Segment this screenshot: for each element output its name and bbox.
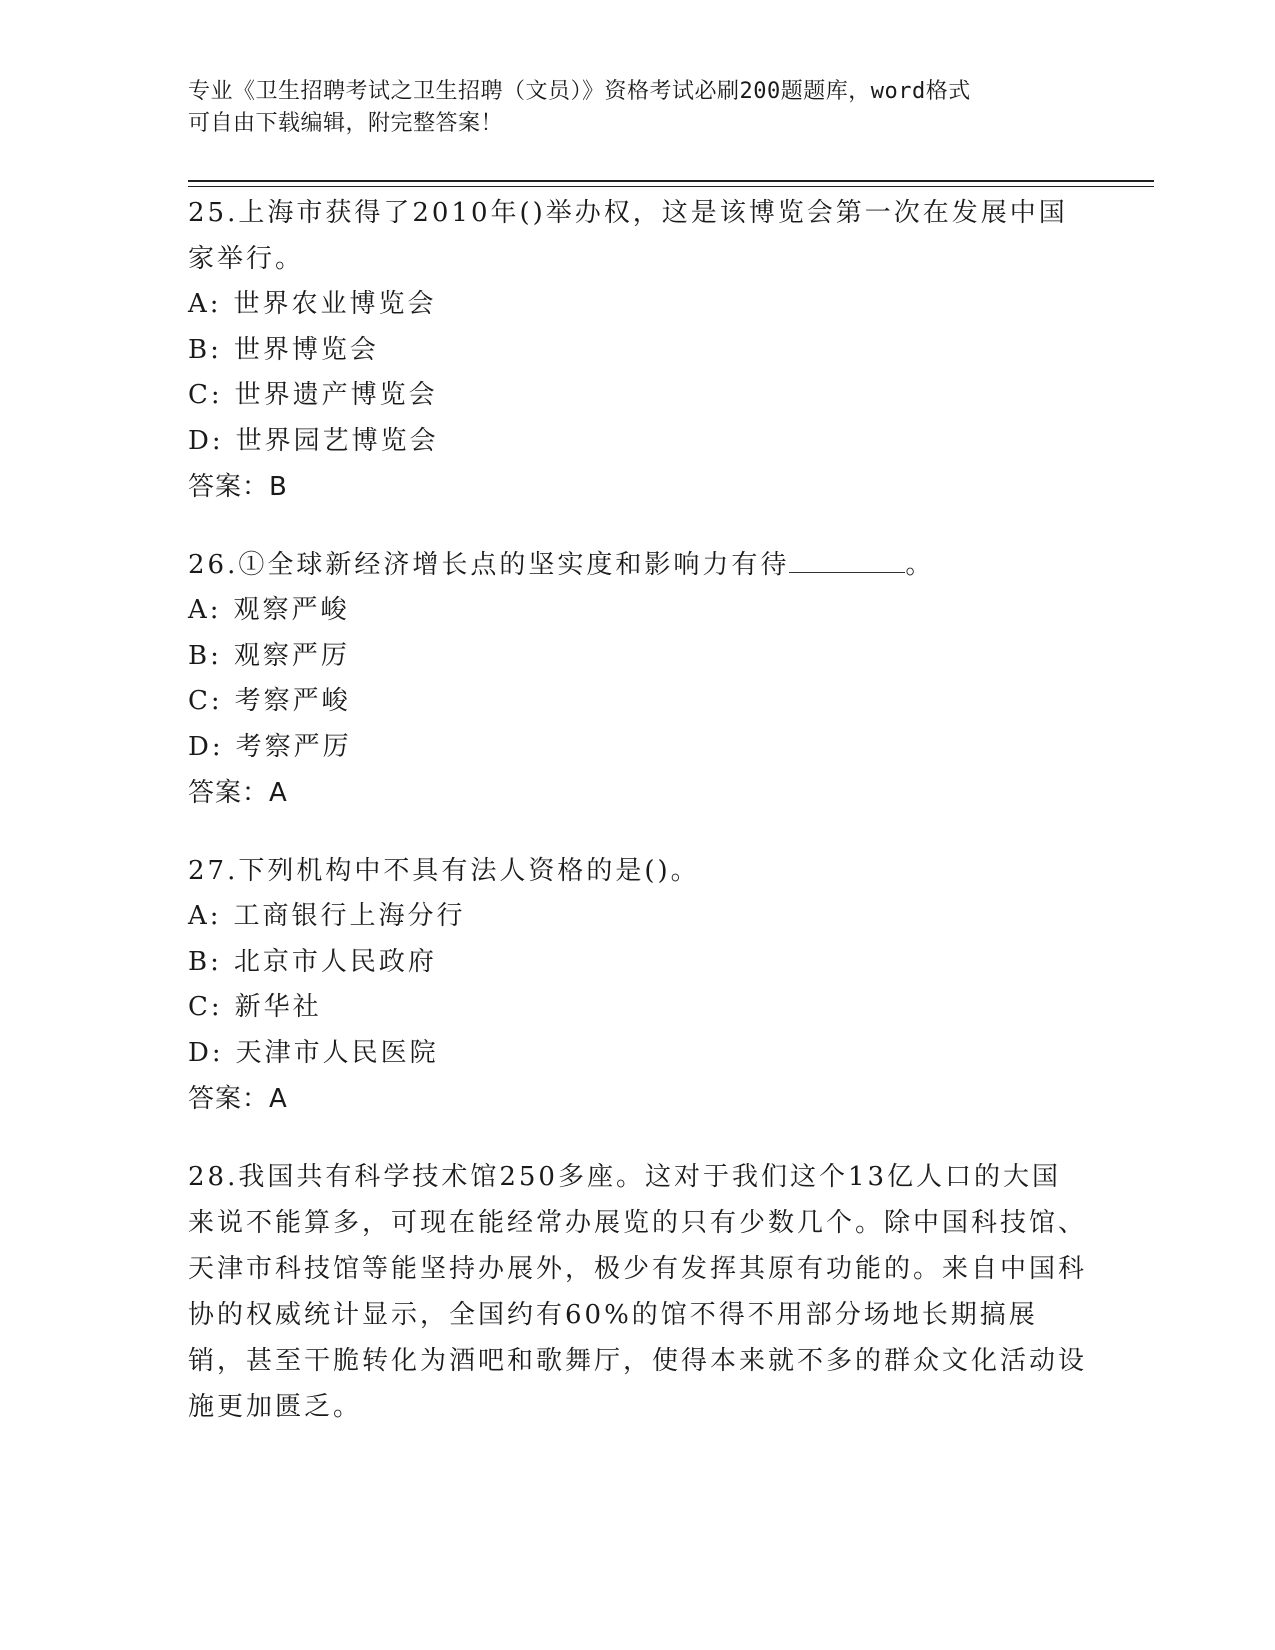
option-c [188,985,1088,1031]
option-d [188,1031,1088,1077]
option-label: D: [188,425,224,456]
header-divider-thin [188,186,1154,187]
option-text: 观察严厉 [233,640,350,671]
answer-line: 答案：A [188,778,288,808]
option-a [188,282,1088,328]
option-label: D: [188,731,224,762]
option-text: 考察严厉 [235,731,352,762]
option-text: 世界园艺博览会 [235,425,439,456]
option-text: 北京市人民政府 [233,946,437,977]
option-label: C: [188,380,223,410]
option-text: 世界博览会 [233,334,379,365]
answer-line: 答案：B [188,472,288,502]
option-text: 新华社 [234,992,322,1022]
option-label: A: [188,289,222,319]
option-b [188,940,1088,986]
option-text: 世界农业博览会 [233,289,437,319]
option-label: A: [188,901,222,931]
question-25 [188,190,1088,510]
option-label: C: [188,686,223,716]
option-label: B: [188,640,222,671]
option-label: D: [188,1037,224,1068]
option-label: B: [188,334,222,365]
document-header [188,76,1088,140]
option-text: 观察严峻 [233,595,350,625]
question-27 [188,848,1088,1122]
question-stem [188,542,1088,588]
question-list [188,190,1088,1462]
option-b [188,328,1088,374]
option-text: 考察严峻 [234,686,351,716]
option-label: A: [188,595,222,625]
question-28 [188,1154,1088,1430]
option-label: B: [188,946,222,977]
question-stem: 25.上海市获得了2010年()举办权，这是该博览会第一次在发展中国家举行。 [188,198,1068,274]
fill-in-blank [789,550,905,573]
header-line-2: 可自由下载编辑，附完整答案！ [188,111,504,136]
option-text: 世界遗产博览会 [234,380,438,410]
option-c [188,373,1088,419]
question-stem-end: 。 [905,550,935,580]
option-text: 工商银行上海分行 [233,901,466,931]
option-b [188,634,1088,680]
option-d [188,419,1088,465]
question-stem: 28.我国共有科学技术馆250多座。这对于我们这个13亿人口的大国来说不能算多，可现在能经常办展览的只有少数几个。除中国科技馆、天津市科技馆等能坚持办展外，极少有发挥其原有功能的。来自中国科协的权威统计显示，全国约有60%的馆不得不用部分场地长期搞展销，甚至干脆转化为酒吧和歌舞厅，使得本来就不多的群众文化活动设施更加匮乏。 [188,1162,1088,1422]
option-label: C: [188,992,223,1022]
question-stem-text: 26.①全球新经济增长点的坚实度和影响力有待 [188,550,790,580]
option-text: 天津市人民医院 [235,1037,439,1068]
header-line-1: 专业《卫生招聘考试之卫生招聘（文员）》资格考试必刷200题题库，word格式 [188,79,971,104]
question-26 [188,542,1088,816]
header-divider-thick [188,180,1154,182]
option-c [188,679,1088,725]
question-stem: 27.下列机构中不具有法人资格的是()。 [188,856,700,886]
answer-line: 答案：A [188,1084,288,1114]
option-d [188,725,1088,771]
option-a [188,588,1088,634]
option-a [188,894,1088,940]
